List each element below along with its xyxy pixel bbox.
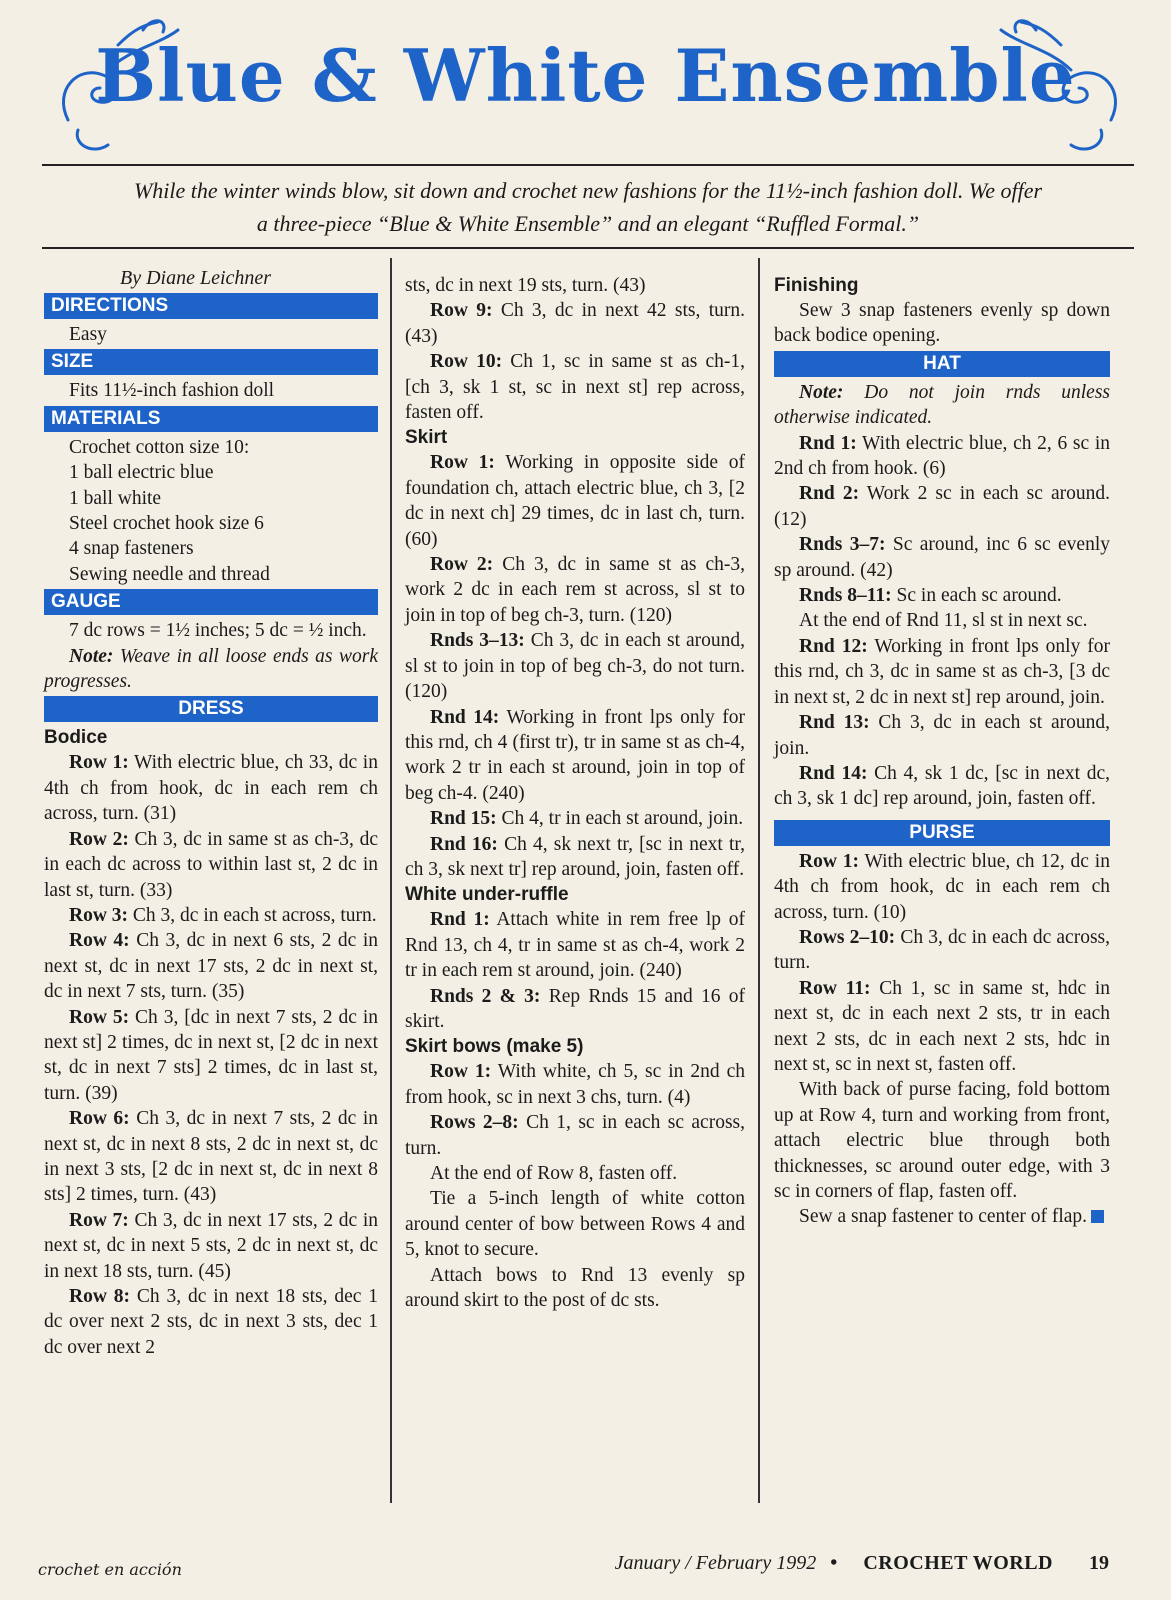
section-header-materials: MATERIALS [44, 406, 378, 432]
row-text: Ch 4, sk 1 dc, [sc in next dc, ch 3, sk 1 dc] rep around, join, fasten off. [774, 762, 1110, 810]
instruction-paragraph: Sew 3 snap fasteners evenly sp down back bodice opening. [774, 300, 1110, 347]
row-text: Work 2 sc in each sc around. (12) [774, 483, 1110, 530]
subheading-skirt-bows: Skirt bows (make 5) [405, 1036, 584, 1058]
instruction-row [405, 984, 745, 1035]
instruction-paragraph: Tie a 5-inch length of white cotton around center of bow between Rows 4 and 5, knot to secure. [405, 1188, 745, 1261]
row-text: With electric blue, ch 12, dc in 4th ch from hook, dc in each rem ch across, turn. (10) [774, 850, 1110, 923]
row-label: Row 10: [430, 351, 503, 373]
instruction-row [405, 1059, 745, 1110]
note-paragraph [774, 380, 1110, 431]
row-label: Rnd 13: [799, 712, 870, 734]
row-text: Sc around, inc 6 sc evenly sp around. (42) [774, 534, 1111, 581]
row-label: Row 2: [430, 554, 494, 576]
note-text: Weave in all loose ends as work progresses. [44, 645, 379, 693]
intro-text [42, 174, 1134, 240]
instruction-row [774, 583, 1110, 608]
row-label: Rnds 2 & 3: [430, 985, 541, 1007]
instruction-paragraph [774, 1204, 1110, 1229]
instruction-row [44, 827, 378, 903]
row-text: Sc in each sc around. [896, 585, 1062, 607]
instruction-row [44, 903, 378, 928]
row-text: Ch 3, dc in each st around, sl st to join in top of beg ch-3, do not turn. (120) [405, 630, 746, 703]
end-square-icon [1091, 1210, 1104, 1223]
row-text: Ch 3, dc in next 6 sts, 2 dc in next st, dc in next 17 sts, 2 dc in next st, dc in next 7 sts, turn. (35) [44, 930, 378, 1003]
section-header-size: SIZE [44, 349, 378, 375]
instruction-row [774, 761, 1110, 812]
instruction-row [774, 976, 1110, 1078]
page-number: 19 [1089, 1552, 1109, 1574]
instruction-row [774, 481, 1110, 532]
row-label: Rows 2–10: [799, 926, 896, 948]
note-label: Note: [799, 381, 844, 403]
intro-line-1: While the winter winds blow, sit down and crochet new fashions for the 11½-inch fashion doll. We offer [133, 178, 1043, 203]
row-label: Row 9: [430, 300, 493, 322]
instruction-row [405, 450, 745, 552]
continued-text: sts, dc in next 19 sts, turn. (43) [405, 275, 646, 296]
closing-text: Sew a snap fastener to center of flap. [799, 1206, 1088, 1228]
instruction-paragraph: At the end of Rnd 11, sl st in next sc. [799, 610, 1088, 632]
subheading-bodice: Bodice [44, 727, 108, 749]
section-header-purse: PURSE [774, 820, 1110, 846]
row-label: Row 5: [69, 1006, 130, 1028]
row-text: With white, ch 5, sc in 2nd ch from hook, sc in next 3 chs, turn. (4) [405, 1061, 745, 1108]
row-label: Row 6: [69, 1108, 130, 1130]
bullet-icon: • [830, 1552, 838, 1574]
row-label: Rnd 1: [799, 432, 857, 454]
section-header-hat: HAT [774, 351, 1110, 377]
instruction-row [44, 750, 378, 826]
directions-text: Easy [69, 324, 107, 345]
instruction-row [44, 1284, 378, 1360]
row-text: Ch 3, [dc in next 7 sts, 2 dc in next st] 2 times, dc in next st, [2 dc in next st, dc in next 7 sts] 2 times, dc in last st, turn. (39) [44, 1006, 378, 1104]
row-text: Working in opposite side of foundation ch, attach electric blue, ch 3, [2 dc in next ch] 29 times, dc in last ch, turn. (60) [405, 452, 745, 550]
subheading-finishing: Finishing [774, 275, 859, 296]
column-divider [758, 258, 760, 1503]
gauge-text: 7 dc rows = 1½ inches; 5 dc = ½ inch. [69, 620, 367, 642]
materials-item: Sewing needle and thread [69, 563, 270, 585]
row-text: Working in front lps only for this rnd, ch 4 (first tr), tr in same st as ch-4, work 2 tr in each st around, join in top of beg ch-4. (240) [405, 706, 745, 804]
instruction-row [774, 532, 1110, 583]
row-text: With electric blue, ch 2, 6 sc in 2nd ch from hook. (6) [774, 432, 1110, 480]
intro-rule [42, 247, 1134, 249]
row-text: Working in front lps only for this rnd, ch 3, dc in same st as ch-3, [3 dc in next st, 2 dc in next st] rep around, join. [774, 635, 1110, 708]
instruction-row [44, 1208, 378, 1284]
materials-item: 1 ball electric blue [69, 462, 214, 484]
size-text: Fits 11½-inch fashion doll [69, 380, 275, 402]
row-text: Ch 3, dc in same st as ch-3, dc in each dc across to within last st, 2 dc in last st, turn. (33) [44, 828, 378, 901]
row-text: Ch 3, dc in next 17 sts, 2 dc in next st, dc in next 5 sts, 2 dc in next st, dc in next 18 sts, turn. (45) [44, 1209, 378, 1282]
byline: By Diane Leichner [120, 267, 272, 289]
row-text: Ch 3, dc in next 42 sts, turn. (43) [405, 300, 745, 347]
row-text: Ch 1, sc in same st, hdc in next st, dc in each next 2 sts, tr in each next 2 sts, dc in each next 2 sts, hdc in next st, sc in next st, fasten off. [774, 977, 1110, 1075]
instruction-row [774, 634, 1110, 710]
instruction-row [405, 349, 745, 425]
instruction-row [44, 1106, 378, 1208]
instruction-row [405, 705, 745, 807]
row-label: Row 11: [799, 977, 871, 999]
row-label: Rnds 3–13: [430, 630, 525, 652]
column-3 [774, 273, 1110, 1230]
row-label: Rnd 14: [430, 706, 500, 728]
materials-item: Steel crochet hook size 6 [69, 513, 264, 535]
instruction-row [44, 928, 378, 1004]
row-label: Rnd 16: [430, 833, 498, 855]
instruction-row [405, 552, 745, 628]
instruction-paragraph: At the end of Row 8, fasten off. [430, 1163, 678, 1184]
instruction-paragraph: Attach bows to Rnd 13 evenly sp around skirt to the post of dc sts. [405, 1264, 745, 1312]
instruction-row [44, 1005, 378, 1107]
row-text: Attach white in rem free lp of Rnd 13, ch 4, tr in same st as ch-4, work 2 tr in each rem st around, join. (240) [405, 909, 745, 982]
instruction-row [405, 907, 745, 983]
row-label: Row 1: [430, 1061, 492, 1083]
instruction-row [774, 925, 1110, 976]
subheading-white-under-ruffle: White under-ruffle [405, 884, 569, 906]
instruction-row [405, 628, 745, 704]
section-header-gauge: GAUGE [44, 589, 378, 615]
row-text: Ch 4, sk next tr, [sc in next tr, ch 3, sk next tr] rep around, join, fasten off. [405, 833, 745, 880]
instruction-row [405, 832, 745, 883]
subheading-skirt: Skirt [405, 427, 448, 449]
row-label: Row 1: [430, 452, 495, 474]
row-text: Ch 3, dc in each dc across, turn. [774, 926, 1111, 974]
row-label: Rnd 12: [799, 635, 868, 657]
materials-item: 4 snap fasteners [69, 538, 194, 560]
row-text: Ch 1, sc in same st as ch-1, [ch 3, sk 1 st, sc in next st] rep across, fasten off. [405, 351, 746, 424]
row-label: Rnds 8–11: [799, 585, 892, 607]
row-label: Row 7: [69, 1209, 129, 1231]
instruction-row [774, 710, 1110, 761]
row-label: Row 3: [69, 904, 129, 926]
instruction-row [405, 806, 745, 831]
row-label: Row 1: [69, 752, 129, 774]
row-text: Ch 3, dc in each st around, join. [774, 712, 1111, 759]
title-rule [42, 164, 1134, 166]
row-label: Rnd 14: [799, 762, 868, 784]
magazine-name: CROCHET WORLD [863, 1552, 1053, 1574]
row-label: Rows 2–8: [430, 1112, 519, 1134]
row-text: Ch 4, tr in each st around, join. [501, 808, 744, 830]
instruction-row [774, 849, 1110, 925]
note-text: Do not join rnds unless otherwise indicated. [774, 381, 1111, 429]
row-text: Ch 3, dc in next 18 sts, dec 1 dc over next 2 sts, dc in next 3 sts, dec 1 dc over next 2 [44, 1286, 378, 1358]
row-text: Ch 3, dc in each st across, turn. [132, 904, 377, 926]
row-label: Rnd 2: [799, 483, 860, 505]
materials-item: 1 ball white [69, 487, 162, 509]
row-label: Rnds 3–7: [799, 534, 886, 556]
note-paragraph [44, 644, 378, 695]
footer-folio [615, 1552, 1109, 1575]
note-label: Note: [69, 645, 114, 667]
column-2 [405, 273, 745, 1313]
row-label: Rnd 1: [430, 909, 490, 931]
row-label: Row 8: [69, 1286, 131, 1307]
column-divider [390, 258, 392, 1503]
row-label: Row 2: [69, 828, 129, 850]
instruction-row [405, 1110, 745, 1161]
instruction-row [405, 298, 745, 349]
footer-credit: crochet en acción [38, 1560, 182, 1579]
issue-date: January / February 1992 [614, 1552, 817, 1574]
section-header-directions: DIRECTIONS [44, 293, 378, 319]
page-title: Blue & White Ensemble [95, 33, 1076, 118]
row-label: Row 4: [69, 930, 130, 952]
row-label: Rnd 15: [430, 808, 497, 830]
row-text: Ch 1, sc in each sc across, turn. [405, 1112, 746, 1159]
row-text: Rep Rnds 15 and 16 of skirt. [405, 985, 746, 1032]
row-text: Ch 3, dc in next 7 sts, 2 dc in next st, dc in next 8 sts, 2 dc in next st, dc in next 3 sts, [2 dc in next st, dc in next 8 sts] 2 times, turn. (43) [44, 1108, 378, 1206]
row-label: Row 1: [799, 850, 860, 872]
instruction-paragraph: With back of purse facing, fold bottom up at Row 4, turn and working from front, attach electric blue through both thicknesses, sc around outer edge, with 3 sc in corners of flap, fasten off. [774, 1079, 1110, 1202]
materials-item: Crochet cotton size 10: [69, 436, 250, 458]
column-1 [44, 265, 378, 1360]
row-text: Ch 3, dc in same st as ch-3, work 2 dc in each rem st across, sl st to join in top of beg ch-3, turn. (120) [405, 554, 746, 626]
row-text: With electric blue, ch 33, dc in 4th ch from hook, dc in each rem ch across, turn. (31) [44, 752, 378, 825]
section-header-dress: DRESS [44, 696, 378, 722]
instruction-row [774, 431, 1110, 482]
intro-line-2: a three-piece “Blue & White Ensemble” and an elegant “Ruffled Formal.” [256, 211, 920, 236]
